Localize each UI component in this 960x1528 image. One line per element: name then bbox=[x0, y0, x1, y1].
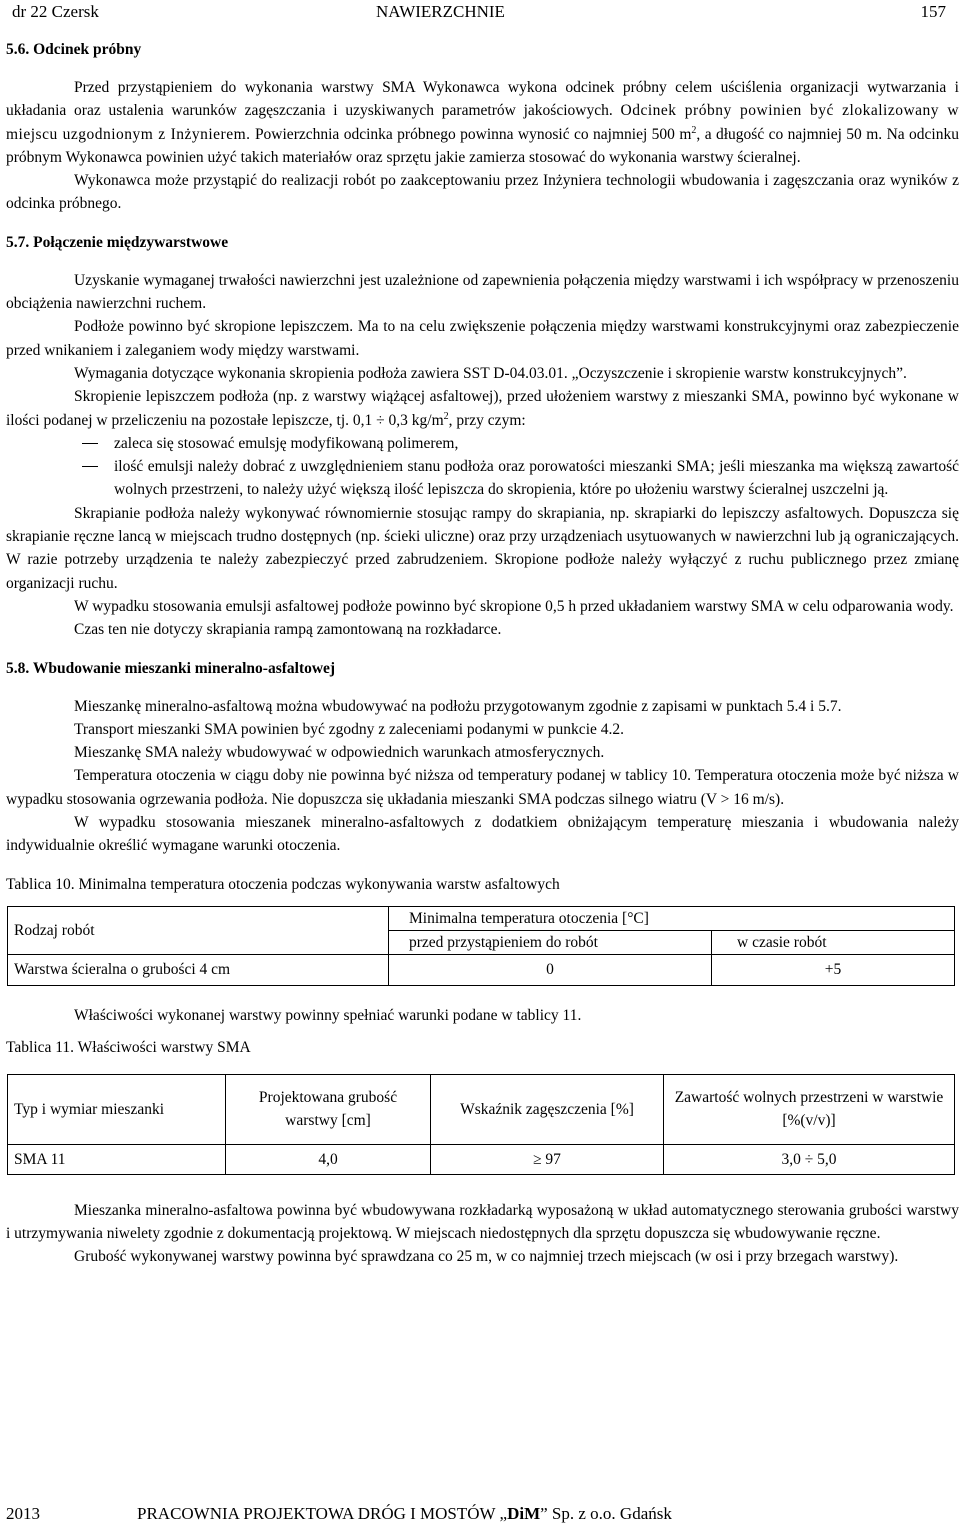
table-header-cell: Minimalna temperatura otoczenia [°C] bbox=[389, 906, 955, 930]
table-cell: 3,0 ÷ 5,0 bbox=[664, 1144, 955, 1174]
page-footer bbox=[6, 1502, 950, 1525]
table-cell: Warstwa ścieralna o grubości 4 cm bbox=[8, 954, 389, 985]
paragraph: Przed przystąpieniem do wykonania warstwy SMA Wykonawca wykona odcinek próbny celem uściślenia organizacji wytwarzania i układania oraz ustalenia warunków zagęszczania i uzyskiwanych parametrów jakościowych. bbox=[6, 79, 959, 120]
paragraph: W wypadku stosowania emulsji asfaltowej podłoże powinno być skropione 0,5 h przed układaniem warstwy SMA w celu odparowania wody. bbox=[74, 597, 954, 615]
header-title: NAWIERZCHNIE bbox=[376, 2, 505, 21]
table-cell: 4,0 bbox=[226, 1144, 431, 1174]
paragraph: Mieszankę SMA należy wbudowywać w odpowiednich warunkach atmosferycznych. bbox=[74, 744, 605, 762]
table-cell: SMA 11 bbox=[8, 1144, 226, 1174]
table-header-cell: Rodzaj robót bbox=[8, 906, 389, 954]
paragraph-text: Skropienie lepiszczem podłoża (np. z warstwy wiążącej asfaltowej), przed ułożeniem warstwy z mieszanki SMA, powinno być wykonane w ilości podanej w przeliczeniu na pozostałe lepiszcze, tj. 0,1 ÷ 0,3 kg/m bbox=[6, 388, 959, 429]
paragraph: Na odcinku próbnym Wykonawca powinien użyć takich materiałów oraz sprzętu jakie zamierza stosować do wykonania warstwy ścieralnej. bbox=[6, 125, 959, 166]
paragraph: Odcinek próbny powinien być zlokalizowany w miejscu uzgodnionym z Inżynierem. bbox=[6, 102, 960, 143]
footer-company bbox=[137, 1502, 672, 1525]
paragraph: Wymagania dotyczące wykonania skropienia podłoża zawiera SST D-04.03.01. „Oczyszczenie i skropienie warstw konstrukcyjnych”. bbox=[74, 364, 907, 382]
list-item: ilość emulsji należy dobrać z uwzględnieniem stanu podłoża oraz porowatości mieszanki SMA; jeśli mieszanka ma większą zawartość wolnych przestrzeni, to należy użyć większą ilość lepiszcza do skropienia, które po ułożeniu warstwy ścieralnej uszczelni ją. bbox=[114, 455, 959, 502]
table-header-cell: Wskaźnik zagęszczenia [%] bbox=[431, 1074, 664, 1144]
footer-year: 2013 bbox=[6, 1504, 40, 1523]
paragraph: Temperatura otoczenia w ciągu doby nie powinna być niższa od temperatury podanej w tablicy 10. Temperatura otoczenia może być niższa w wypadku stosowania ogrzewania podłoża. Nie dopuszcza się układania mieszanki SMA podczas silnego wiatru (V > 16 m/s). bbox=[6, 767, 959, 808]
header-left: dr 22 Czersk bbox=[12, 2, 99, 21]
section-5-6-title: 5.6. Odcinek próbny bbox=[6, 41, 142, 58]
table-header-cell: Zawartość wolnych przestrzeni w warstwie [%(v/v)] bbox=[664, 1074, 955, 1144]
paragraph: Mieszankę mineralno-asfaltową można wbudowywać na podłożu przygotowanym zgodnie z zapisami w punktach 5.4 i 5.7. bbox=[74, 697, 842, 715]
paragraph: Właściwości wykonanej warstwy powinny spełniać warunki podane w tablicy 11. bbox=[74, 1006, 582, 1024]
paragraph: Wykonawca może przystąpić do realizacji robót po zaakceptowaniu przez Inżyniera technologii wbudowania i zagęszczania oraz wyników z odcinka próbnego. bbox=[6, 172, 959, 213]
superscript: 2 bbox=[443, 410, 449, 422]
paragraph: Uzyskanie wymaganej trwałości nawierzchni jest uzależnione od zapewnienia połączenia między warstwami i ich współpracy w przenoszeniu obciążenia nawierzchni ruchem. bbox=[6, 271, 959, 313]
footer-brand: DiM bbox=[507, 1504, 541, 1523]
list-item: zaleca się stosować emulsję modyfikowaną polimerem, bbox=[114, 432, 959, 455]
paragraph-text: , przy czym: bbox=[448, 411, 526, 429]
page-number: 157 bbox=[920, 2, 946, 21]
paragraph: Grubość wykonywanej warstwy powinna być sprawdzana co 25 m, w co najmniej trzech miejscach (w osi i przy brzegach warstwy). bbox=[74, 1248, 899, 1266]
paragraph: W wypadku stosowania mieszanek mineralno-asfaltowych z dodatkiem obniżającym temperaturę mieszania i wbudowania należy indywidualnie określić wymagane warunki otoczenia. bbox=[6, 814, 959, 855]
table-cell: 0 bbox=[389, 954, 712, 985]
table-header-cell: Projektowana grubość warstwy [cm] bbox=[226, 1074, 431, 1144]
table-header-cell: Typ i wymiar mieszanki bbox=[8, 1074, 226, 1144]
paragraph: Transport mieszanki SMA powinien być zgodny z zaleceniami podanymi w punkcie 4.2. bbox=[74, 720, 625, 738]
paragraph: Mieszanka mineralno-asfaltowa powinna być wbudowywana rozkładarką wyposażoną w układ automatycznego sterowania grubości warstwy i utrzymywania niwelety zgodnie z dokumentacją projektową. W miejscach niedostępnych dla sprzętu dopuszcza się wbudowywanie ręczne. bbox=[6, 1201, 959, 1242]
section-5-7-title: 5.7. Połączenie międzywarstwowe bbox=[6, 233, 229, 251]
table-cell: ≥ 97 bbox=[431, 1144, 664, 1174]
table-header-cell: przed przystąpieniem do robót bbox=[389, 930, 712, 954]
page-header bbox=[12, 0, 946, 24]
paragraph: Podłoże powinno być skropione lepiszczem. Ma to na celu zwiększenie połączenia między warstwami konstrukcyjnymi oraz zabezpieczenie przed wnikaniem i zaleganiem wody między warstwami. bbox=[6, 318, 959, 359]
dash-list bbox=[6, 432, 959, 502]
footer-text: PRACOWNIA PROJEKTOWA DRÓG I MOSTÓW „ bbox=[137, 1504, 508, 1523]
table-cell: +5 bbox=[712, 954, 955, 985]
section-5-8-title: 5.8. Wbudowanie mieszanki mineralno-asfaltowej bbox=[6, 659, 336, 677]
table-11-caption: Tablica 11. Właściwości warstwy SMA bbox=[6, 1039, 251, 1057]
paragraph bbox=[6, 385, 959, 432]
paragraph: , a długość co najmniej 50 m. bbox=[696, 125, 883, 143]
paragraph: Skrapianie podłoża należy wykonywać równomiernie stosując rampy do skrapiania, np. skrapiarki do lepiszczy asfaltowych. Dopuszcza się skrapianie ręczne lancą w miejscach trudno dostępnych (np. ścieki uliczne) oraz przy urządzeniach usytuowanych w nawierzchni lub ją ograniczających. W razie potrzeby urządzenia te należy zabezpieczyć przed zabrudzeniem. Skropione podłoże należy wyłączyć z ruchu publicznego przez zmianę organizacji ruchu. bbox=[6, 504, 959, 592]
table-10 bbox=[7, 906, 955, 986]
table-header-cell: w czasie robót bbox=[712, 930, 955, 954]
paragraph: Powierzchnia odcinka próbnego powinna wynosić co najmniej 500 m bbox=[254, 125, 692, 143]
main-content bbox=[6, 38, 959, 1268]
paragraph: Czas ten nie dotyczy skrapiania rampą zamontowaną na rozkładarce. bbox=[74, 621, 502, 639]
table-10-caption: Tablica 10. Minimalna temperatura otoczenia podczas wykonywania warstw asfaltowych bbox=[6, 875, 560, 893]
footer-text: ” Sp. z o.o. Gdańsk bbox=[540, 1504, 672, 1523]
superscript: 2 bbox=[691, 124, 697, 136]
table-11 bbox=[7, 1074, 955, 1175]
section-5-6-text bbox=[6, 76, 959, 169]
